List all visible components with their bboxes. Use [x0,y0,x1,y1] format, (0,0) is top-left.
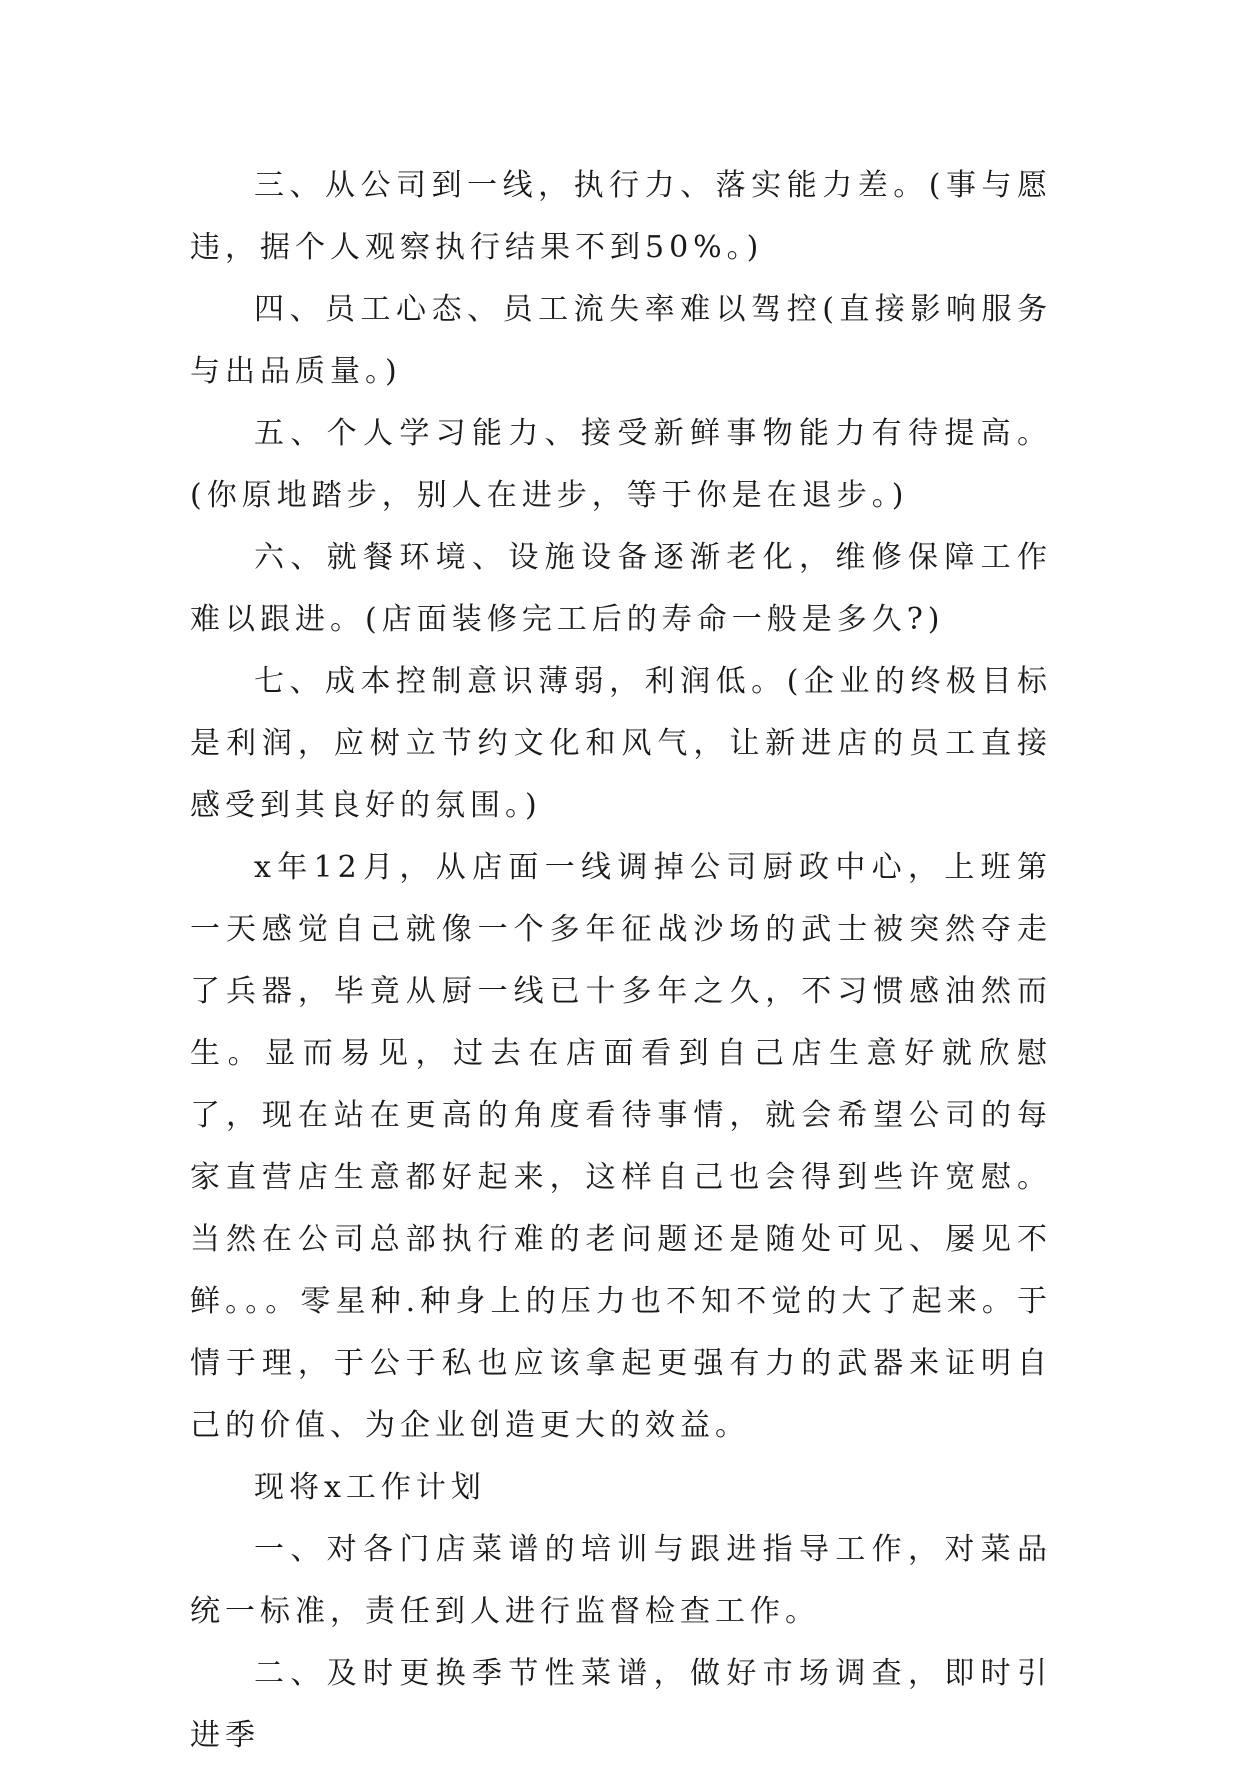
paragraph-plan-2: 二、及时更换季节性菜谱，做好市场调查，即时引进季 [190,1656,1052,1753]
paragraph-issue-7: 七、成本控制意识薄弱，利润低。(企业的终极目标是利润，应树立节约文化和风气，让新进店的员工直接感受到其良好的氛围。) [190,664,1052,823]
paragraph-plan-heading: 现将x工作计划 [254,1470,486,1505]
document-body [190,155,1052,1767]
paragraph-issue-6: 六、就餐环境、设施设备逐渐老化，维修保障工作难以跟进。(店面装修完工后的寿命一般是多久?) [190,540,1052,637]
paragraph-issue-5: 五、个人学习能力、接受新鲜事物能力有待提高。(你原地踏步，别人在进步，等于你是在退步。) [190,416,1052,513]
paragraph-issue-4: 四、员工心态、员工流失率难以驾控(直接影响服务与出品质量。) [190,292,1052,389]
paragraph-plan-1: 一、对各门店菜谱的培训与跟进指导工作，对菜品统一标准，责任到人进行监督检查工作。 [190,1532,1052,1629]
paragraph-issue-3: 三、从公司到一线，执行力、落实能力差。(事与愿违，据个人观察执行结果不到50%。) [190,168,1052,265]
paragraph-narrative: x年12月，从店面一线调掉公司厨政中心，上班第一天感觉自己就像一个多年征战沙场的武士被突然夺走了兵器，毕竟从厨一线已十多年之久，不习惯感油然而生。显而易见，过去在店面看到自己店生意好就欣慰了，现在站在更高的角度看待事情，就会希望公司的每家直营店生意都好起来，这样自己也会得到些许宽慰。当然在公司总部执行难的老问题还是随处可见、屡见不鲜。。。零星种.种身上的压力也不知不觉的大了起来。于情于理，于公于私也应该拿起更强有力的武器来证明自己的价值、为企业创造更大的效益。 [190,850,1052,1443]
